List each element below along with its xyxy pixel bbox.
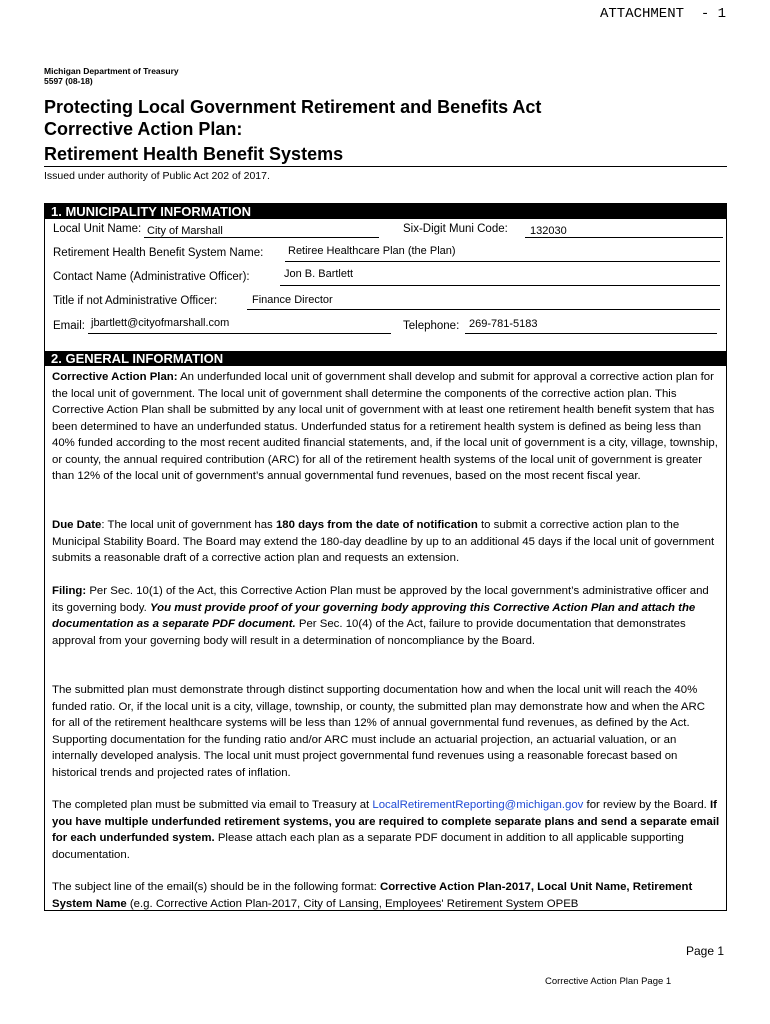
filing-text-1: Per Sec. 10(1) of the Act, this Corrective Action Plan must be approved by the local government’s administrative officer and its governing body.	[52, 585, 709, 614]
agency-block	[44, 66, 179, 86]
title-line-3: Retirement Health Benefit Systems	[44, 144, 344, 164]
cap-text: An underfunded local unit of government shall develop and submit for approval a corrective action plan for the local unit of government. The local unit of government shall determine the components of the corrective action plan. This Corrective Action Plan shall be submitted by any local unit of government with at least one retirement health benefit system that has been determined to have an underfunded status. Underfunded status for a retirement health system is defined as being less than 40% funded according to the most recent audited financial statements, and, if the local unit of government is a city, village, township, or county, the annual required contribution (ARC) for all of the retirement health systems of the local unit of government is greater than 12% of the local unit of government’s annual governmental fund revenues, based on the most recent fiscal year.	[52, 371, 718, 482]
filing-bold-italic: You must provide proof of your governing body approving this Corrective Action Plan and attach the documentation as a separate PDF document.	[52, 601, 696, 630]
subject-bold: Corrective Action Plan-2017, Local Unit Name, Retirement System Name	[52, 881, 693, 910]
form-number: 5597 (08-18)	[44, 76, 93, 86]
section-2-heading: 2. GENERAL INFORMATION	[45, 351, 726, 366]
filing-text-2: Per Sec. 10(4) of the Act, failure to provide documentation that demonstrates approval from your governing body will result in a determination of noncompliance by the Board.	[52, 618, 686, 647]
filing-paragraph	[52, 583, 720, 649]
cap-paragraph	[52, 369, 720, 485]
title-field[interactable]	[247, 309, 720, 310]
filing-bold: Filing:	[52, 585, 87, 597]
completed-text-3: Please attach each plan as a separate PDF document in addition to all applicable supporting documentation.	[52, 832, 684, 861]
cap-bold: Corrective Action Plan:	[52, 371, 178, 383]
due-bold-2: 180 days from the date of notification	[275, 519, 478, 531]
page-footer: Corrective Action Plan Page 1	[545, 976, 672, 987]
submitted-paragraph	[52, 682, 720, 781]
local-unit-value: City of Marshall	[147, 225, 223, 237]
local-unit-label: Local Unit Name:	[53, 223, 142, 235]
completed-text-2: for review by the Board.	[583, 799, 710, 811]
local-unit-field[interactable]	[144, 237, 379, 238]
attachment-label: ATTACHMENT - 1	[600, 6, 727, 22]
system-name-value: Retiree Healthcare Plan (the Plan)	[288, 245, 456, 257]
telephone-value: 269-781-5183	[469, 318, 538, 330]
subject-text-1: The subject line of the email(s) should be in the following format:	[52, 881, 380, 893]
contact-value: Jon B. Bartlett	[284, 268, 354, 280]
email-field[interactable]	[88, 333, 391, 334]
section-1-heading: 1. MUNICIPALITY INFORMATION	[45, 204, 726, 219]
muni-code-label: Six-Digit Muni Code:	[403, 223, 508, 235]
contact-label: Contact Name (Administrative Officer):	[53, 271, 250, 283]
muni-code-field[interactable]	[525, 237, 723, 238]
completed-text-1: The completed plan must be submitted via email to Treasury at	[52, 799, 373, 811]
system-name-field[interactable]	[285, 261, 720, 262]
submitted-text: The submitted plan must demonstrate through distinct supporting documentation how and when the local unit will reach the 40% funded ratio. Or, if the local unit is a city, village, township, or county, the submitted plan may demonstrate how and when the ARC for all of the retirement healthcare systems will be less than 12% of annual governmental fund revenues, as defined by the Act. Supporting documentation for the funding ratio and/or ARC must include an actuarial projection, an actuarial valuation, or an internally developed analysis. The local unit must project governmental fund revenues using a reasonable forecast based on historical trends and projected rates of inflation.	[52, 684, 705, 779]
title-line-2: Corrective Action Plan:	[44, 119, 243, 139]
title-field-label: Title if not Administrative Officer:	[53, 295, 218, 307]
due-date-paragraph	[52, 517, 720, 567]
treasury-email-link[interactable]: LocalRetirementReporting@michigan.gov	[372, 799, 584, 811]
subject-paragraph	[52, 879, 720, 912]
title-line-1: Protecting Local Government Retirement and Benefits Act	[44, 97, 542, 117]
subject-text-2: (e.g. Corrective Action Plan-2017, City of Lansing, Employees' Retirement System OPEB	[126, 897, 579, 910]
email-value: jbartlett@cityofmarshall.com	[91, 317, 230, 329]
title-rule	[44, 166, 727, 167]
agency-name: Michigan Department of Treasury	[44, 66, 179, 76]
telephone-label: Telephone:	[403, 320, 460, 332]
due-text-1: : The local unit of government has	[101, 519, 276, 531]
due-bold: Due Date	[52, 519, 102, 531]
page-number: Page 1	[686, 944, 725, 958]
completed-bold: If you have multiple underfunded retirement systems, you are required to complete separate plans and send a separate email for each underfunded system.	[52, 799, 720, 844]
system-name-label: Retirement Health Benefit System Name:	[53, 247, 264, 259]
due-text-2: to submit a corrective action plan to the Municipal Stability Board. The Board may extend the 180-day deadline by up to an additional 45 days if the local unit of government submits a reasonable draft of a corrective action plan and requests an extension.	[52, 519, 715, 564]
muni-code-value: 132030	[530, 225, 567, 237]
contact-field[interactable]	[280, 285, 720, 286]
title-field-value: Finance Director	[252, 294, 333, 306]
telephone-field[interactable]	[465, 333, 717, 334]
email-label: Email:	[53, 320, 85, 332]
issued-authority: Issued under authority of Public Act 202 of 2017.	[44, 170, 270, 182]
completed-paragraph	[52, 797, 720, 863]
